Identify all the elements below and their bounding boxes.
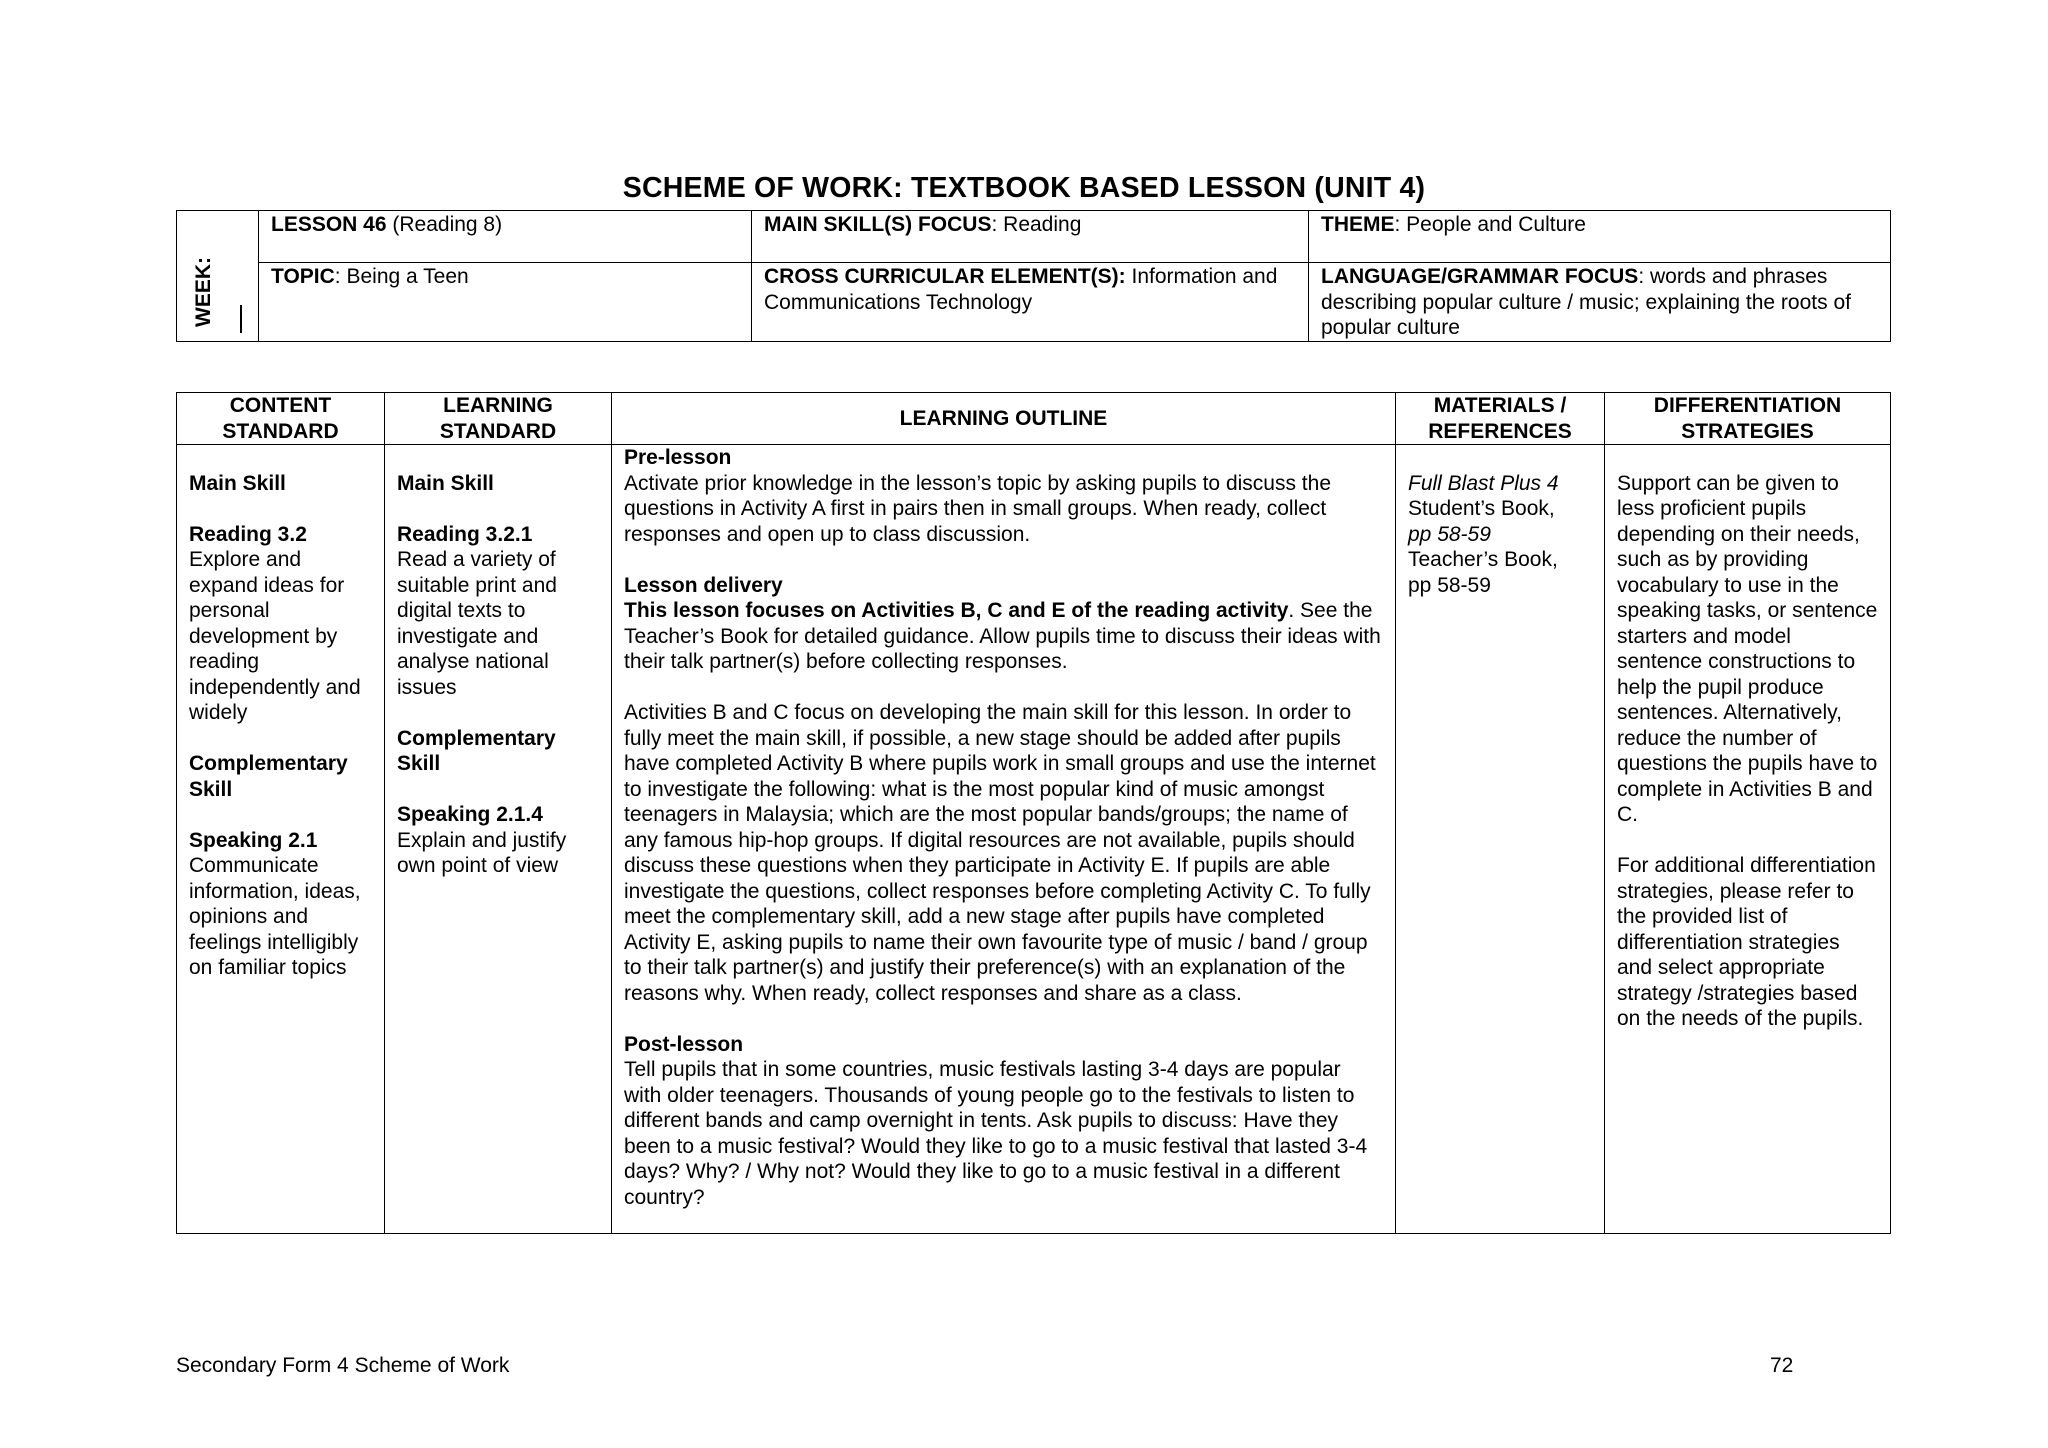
- learning-standard-cell: [385, 445, 612, 1234]
- topic-cell: [259, 263, 752, 342]
- materials-book1-pages: pp 58-59: [1408, 522, 1491, 546]
- lesson-delivery-para2: Activities B and C focus on developing the main skill for this lesson. In order to fully meet the main skill, if possible, a new stage should be added after pupils have completed Activity B where pupils work in small groups and use the internet to investigate the following: what is the most popular kind of music amongst teenagers in Malaysia; which are the most popular bands/groups; the name of any famous hip-hop groups. If digital resources are not available, pupils should discuss these questions when they participate in Activity E. If pupils are able investigate the questions, collect responses before completing Activity C. To fully meet the complementary skill, add a new stage after pupils have completed Activity E, asking pupils to name their own favourite type of music / band / group to their talk partner(s) and justify their preference(s) with an explanation of the reasons why. When ready, collect responses and share as a class.: [624, 701, 1376, 1005]
- theme-label: THEME: [1321, 213, 1395, 236]
- content-main-code: Reading 3.2: [189, 522, 307, 546]
- learning-main-code: Reading 3.2.1: [397, 522, 533, 546]
- topic-label: TOPIC: [271, 265, 335, 288]
- materials-cell: [1396, 445, 1605, 1234]
- learning-comp-heading: Complementary Skill: [397, 726, 556, 775]
- content-main-skill-heading: Main Skill: [189, 471, 286, 495]
- theme-value: : People and Culture: [1394, 213, 1586, 236]
- week-label: WEEK:: [192, 257, 215, 327]
- learning-comp-code: Speaking 2.1.4: [397, 803, 543, 826]
- cross-curricular-cell: [752, 263, 1309, 342]
- post-lesson-text: Tell pupils that in some countries, music festivals lasting 3-4 days are popular with older teenagers. Thousands of young people go to the festivals to listen to different bands and camp overnight in tents. Ask pupils to discuss: Have they been to a music festival? Would they like to go to a music festival that lasted 3-4 days? Why? / Why not? Would they like to go to a music festival in a different country?: [624, 1058, 1368, 1209]
- materials-book1: Full Blast Plus 4: [1408, 471, 1559, 495]
- lesson-delivery-heading: Lesson delivery: [624, 573, 783, 597]
- lesson-header-table: [176, 210, 1891, 342]
- differentiation-cell: [1605, 445, 1891, 1234]
- learning-comp-text: Explain and justify own point of view: [397, 828, 567, 877]
- post-lesson-heading: Post-lesson: [624, 1032, 744, 1056]
- col-header-differentiation: DIFFERENTIATION STRATEGIES: [1605, 393, 1891, 445]
- week-cell: [177, 211, 259, 342]
- cross-curricular-label: CROSS CURRICULAR ELEMENT(S):: [764, 265, 1126, 288]
- language-focus-value: : words and phrases describing popular culture / music; explaining the roots of popular culture: [1321, 265, 1851, 339]
- language-focus-label: LANGUAGE/GRAMMAR FOCUS: [1321, 265, 1639, 288]
- pre-lesson-text: Activate prior knowledge in the lesson’s topic by asking pupils to discuss the questions in Activity A first in pairs then in small groups. When ready, collect responses and open up to class discussion.: [624, 471, 1331, 546]
- learning-main-text: Read a variety of suitable print and digital texts to investigate and analyse national issues: [397, 548, 557, 699]
- content-standard-cell: [177, 445, 385, 1234]
- content-comp-code: Speaking 2.1: [189, 828, 318, 852]
- content-main-text: Explore and expand ideas for personal development by reading independently and widely: [189, 548, 361, 724]
- content-comp-heading: Complementary Skill: [189, 752, 348, 801]
- lesson-delivery-para1: [624, 598, 1383, 675]
- content-comp-text: Communicate information, ideas, opinions and feelings intelligibly on familiar topics: [189, 854, 361, 979]
- materials-book2: Teacher’s Book,: [1408, 548, 1558, 571]
- materials-book2-pages: pp 58-59: [1408, 573, 1491, 597]
- theme-cell: [1309, 211, 1891, 263]
- lesson-plan-table: [176, 392, 1891, 1234]
- differentiation-text2: For additional differentiation strategies, please refer to the provided list of differentiation strategies and select appropriate strategy /strategies based on the needs of the pupils.: [1617, 854, 1876, 1030]
- pre-lesson-heading: Pre-lesson: [624, 446, 732, 469]
- materials-book1-sub: Student’s Book,: [1408, 497, 1555, 520]
- footer-document-title: Secondary Form 4 Scheme of Work: [176, 1354, 510, 1377]
- differentiation-text1: Support can be given to less proficient pupils depending on their needs, such as by providing vocabulary to use in the speaking tasks, or sentence starters and model sentence constructions to help the pupil produce sentences. Alternatively, reduce the number of questions the pupils have to complete in Activities B and C.: [1617, 471, 1878, 826]
- lesson-delivery-bold: This lesson focuses on Activities B, C and E of the reading activity: [624, 599, 1289, 622]
- col-header-learning-standard: LEARNING STANDARD: [385, 393, 612, 445]
- language-focus-cell: [1309, 263, 1891, 342]
- page-title: SCHEME OF WORK: TEXTBOOK BASED LESSON (UNIT 4): [622, 172, 1426, 204]
- main-skill-value: : Reading: [991, 213, 1082, 236]
- col-header-content-standard: CONTENT STANDARD: [177, 393, 385, 445]
- learning-main-skill-heading: Main Skill: [397, 471, 494, 495]
- lesson-value: (Reading 8): [386, 213, 503, 236]
- main-skill-label: MAIN SKILL(S) FOCUS: [764, 213, 992, 236]
- week-value-line: [240, 305, 242, 333]
- topic-value: : Being a Teen: [334, 265, 469, 288]
- col-header-materials: MATERIALS / REFERENCES: [1396, 393, 1605, 445]
- learning-outline-cell: [612, 445, 1396, 1234]
- footer-page-number: 72: [1770, 1354, 1794, 1377]
- main-skill-cell: [752, 211, 1309, 263]
- cross-curricular-value: Information and Communications Technology: [764, 265, 1278, 314]
- lesson-delivery-text: . See the Teacher’s Book for detailed guidance. Allow pupils time to discuss their ideas with their talk partner(s) before collecting responses.: [624, 599, 1381, 673]
- lesson-cell: [259, 211, 752, 263]
- lesson-label: LESSON 46: [271, 213, 387, 236]
- col-header-learning-outline: LEARNING OUTLINE: [612, 393, 1396, 445]
